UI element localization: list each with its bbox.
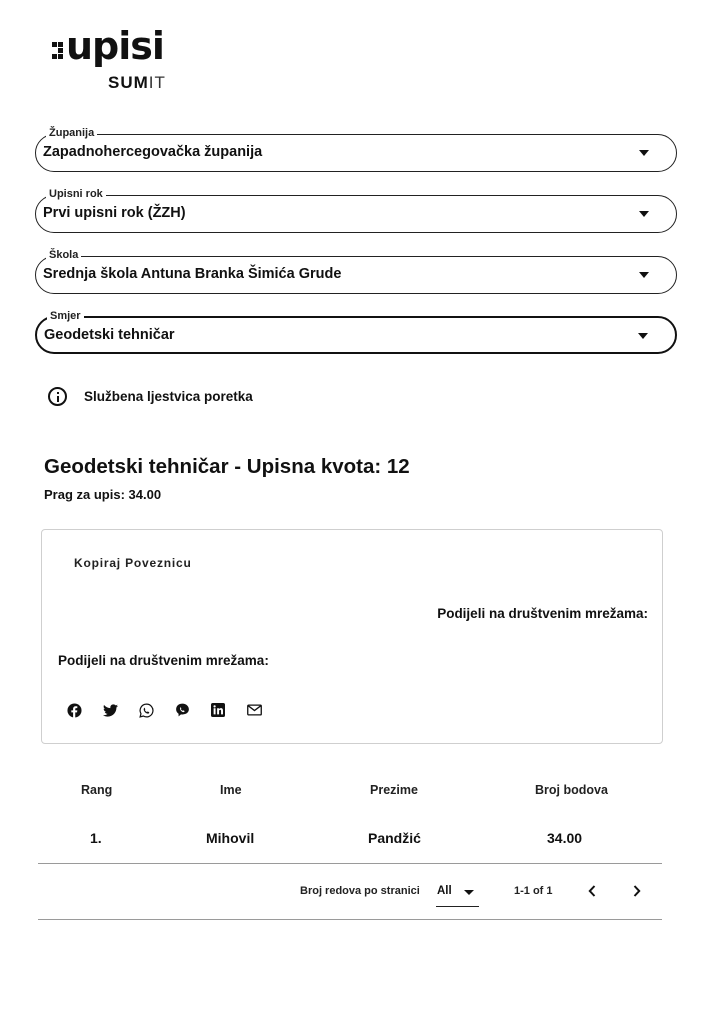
dropdown-arrow-icon xyxy=(464,890,474,895)
rows-per-page-select[interactable] xyxy=(436,879,479,907)
enrollment-round-select[interactable] xyxy=(35,188,677,233)
enrollment-round-select-label: Upisni rok xyxy=(46,187,106,201)
viber-icon[interactable] xyxy=(174,702,190,718)
copy-link-button[interactable]: Kopiraj Poveznicu xyxy=(74,556,192,570)
logo-word: upisi xyxy=(66,24,164,68)
previous-page-button[interactable] xyxy=(585,884,599,898)
county-select-label: Županija xyxy=(46,126,97,140)
rows-per-page-value: All xyxy=(437,885,452,897)
program-select-label: Smjer xyxy=(47,309,84,323)
share-label-left: Podijeli na društvenim mrežama: xyxy=(58,653,269,668)
share-card xyxy=(41,529,663,744)
table-footer-divider xyxy=(38,919,662,920)
dropdown-arrow-icon xyxy=(639,211,649,217)
official-ranking-info xyxy=(48,387,253,406)
linkedin-icon[interactable] xyxy=(210,702,226,718)
dropdown-arrow-icon xyxy=(639,150,649,156)
county-select-value: Zapadnohercegovačka županija xyxy=(43,144,263,160)
cell-rank: 1. xyxy=(90,830,102,846)
school-select[interactable] xyxy=(35,249,677,294)
share-label-right: Podijeli na društvenim mrežama: xyxy=(437,606,648,621)
cell-first-name: Mihovil xyxy=(206,830,255,846)
upisi-sumit-logo xyxy=(52,24,182,98)
next-page-button[interactable] xyxy=(630,884,644,898)
facebook-icon[interactable] xyxy=(66,702,82,718)
rows-per-page-label: Broj redova po stranici xyxy=(300,885,420,897)
school-select-label: Škola xyxy=(46,248,81,262)
twitter-icon[interactable] xyxy=(102,702,118,718)
column-header-first-name: Ime xyxy=(220,783,242,797)
pagination-range: 1-1 of 1 xyxy=(514,885,553,897)
column-header-rank: Rang xyxy=(81,783,113,797)
chevron-left-icon xyxy=(588,885,596,897)
official-ranking-text: Službena ljestvica poretka xyxy=(84,389,253,404)
dropdown-arrow-icon xyxy=(638,333,648,339)
cell-points: 34.00 xyxy=(547,830,583,846)
program-quota-heading: Geodetski tehničar - Upisna kvota: 12 xyxy=(44,455,410,478)
column-header-last-name: Prezime xyxy=(370,783,418,797)
chevron-right-icon xyxy=(633,885,641,897)
whatsapp-icon[interactable] xyxy=(138,702,154,718)
info-icon xyxy=(48,387,67,406)
program-select[interactable] xyxy=(35,310,677,354)
dropdown-arrow-icon xyxy=(639,272,649,278)
program-select-value: Geodetski tehničar xyxy=(44,327,175,343)
enrollment-round-select-value: Prvi upisni rok (ŽZH) xyxy=(43,205,186,221)
table-row-divider xyxy=(38,863,662,864)
email-icon[interactable] xyxy=(246,702,262,718)
school-select-value: Srednja škola Antuna Branka Šimića Grude xyxy=(43,266,342,282)
logo-subtitle xyxy=(108,73,166,93)
enrollment-threshold: Prag za upis: 34.00 xyxy=(44,487,162,502)
logo-sub-bold: SUM xyxy=(108,73,149,92)
social-share-icons xyxy=(66,702,282,718)
logo-sub-thin: IT xyxy=(148,73,166,92)
county-select[interactable] xyxy=(35,127,677,172)
cell-last-name: Pandžić xyxy=(368,830,421,846)
column-header-points: Broj bodova xyxy=(535,783,608,797)
